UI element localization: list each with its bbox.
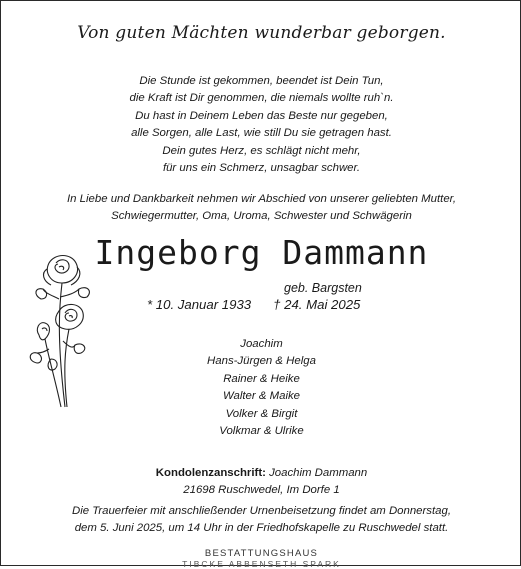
family-member: Walter & Maike (222, 390, 300, 403)
poem-line: die Kraft ist Dir genommen, die niemals wollte ruh`n. (129, 92, 394, 105)
funeral-home-logo (1, 549, 521, 569)
poem-line: Du hast in Deinem Leben das Beste nur gegeben, (135, 109, 388, 122)
intro-line: Schwiegermutter, Oma, Uroma, Schwester und Schwägerin (111, 210, 412, 223)
condolence-address (1, 465, 521, 500)
funeral-info (1, 503, 521, 538)
condolence-label: Kondolenzanschrift: (155, 467, 266, 479)
birth-date: * 10. Januar 1933 (147, 297, 252, 312)
funeral-line: Die Trauerfeier mit anschließender Urnenbeisetzung findet am Donnerstag, (71, 505, 452, 517)
farewell-intro (1, 191, 521, 226)
intro-line: In Liebe und Dankbarkeit nehmen wir Abschied von unserer geliebten Mutter, (67, 193, 456, 205)
poem-line: alle Sorgen, alle Last, wie still Du sie getragen hast. (131, 127, 392, 140)
family-member: Hans-Jürgen & Helga (207, 355, 316, 368)
motto-heading: Von guten Mächten wunderbar geborgen. (77, 23, 446, 43)
family-member: Rainer & Heike (223, 372, 300, 385)
poem-line: Dein gutes Herz, es schlägt nicht mehr, (162, 144, 361, 157)
condolence-street: 21698 Ruschwedel, Im Dorfe 1 (183, 484, 340, 497)
family-member: Joachim (240, 338, 283, 350)
life-dates (147, 297, 360, 312)
logo-title: BESTATTUNGSHAUS (204, 548, 319, 559)
death-date: † 24. Mai 2025 (273, 297, 361, 312)
poem-line: für uns ein Schmerz, unsagbar schwer. (162, 162, 361, 175)
family-list (1, 336, 521, 440)
logo-subtitle: TIBCKE ABBENSETH SPARK (182, 559, 341, 569)
maiden-name: geb. Bargsten (284, 281, 362, 295)
condolence-name: Joachim Dammann (269, 467, 368, 479)
family-member: Volker & Birgit (225, 407, 298, 420)
family-member: Volkmar & Ulrike (219, 425, 304, 438)
poem-line: Die Stunde ist gekommen, beendet ist Dein Tun, (139, 75, 384, 87)
poem (1, 73, 521, 177)
deceased-name: Ingeborg Dammann (94, 233, 429, 272)
funeral-line: dem 5. Juni 2025, um 14 Uhr in der Friedhofskapelle zu Ruschwedel statt. (74, 522, 449, 535)
